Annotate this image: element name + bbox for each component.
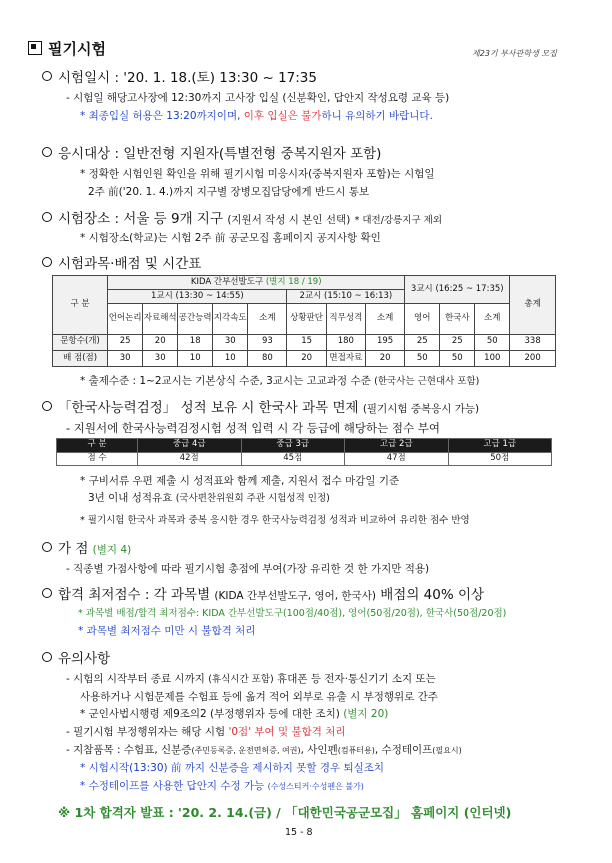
section-subjects: 시험과목·배점 및 시간표 [42,252,201,272]
device-note-2: 사용하거나 시험문제를 수험표 등에 옮겨 적어 외부로 유출 시 부정행위로 간주 [80,691,438,703]
bonus-note: - 직종별 가점사항에 따라 필기시험 총점에 부여(가장 유리한 것 한 가지만 적용) [66,563,430,575]
table-row: 배 점(점) 30 30 10 10 80 20 면접자료 20 50 50 100 200 [53,350,556,366]
location-note: * 시험장소(학교)는 시험 2주 前 공군모집 홈페이지 공지사항 확인 [80,232,381,244]
section-bonus-points: 가 점 (별지 4) [42,537,131,557]
section-eligibility: 응시대상 : 일반전형 지원자(특별전형 중복지원자 포함) [42,142,381,162]
table-corner-label: 구 분 [53,276,108,335]
circle-bullet-icon [42,147,52,157]
header-note: 제23기 부사관학생 모집 [472,49,557,58]
fail-note: * 과목별 최저점수 미만 시 불합격 처리 [78,625,256,637]
kida-header: KIDA 간부선발도구 (별지 18 / 19) [108,276,405,290]
subject-header: 한국사 [440,304,475,334]
period3-header: 3교시 (16:25 ~ 17:35) [405,276,510,304]
device-note-1: - 시험의 시작부터 종료 시까지 (휴식시간 포함) 휴대폰 등 전자·통신기기 소지 또는 [66,673,436,685]
difficulty-note: * 출제수준 : 1~2교시는 기본상식 수준, 3교시는 고교과정 수준 (한국사는 근현대사 포함) [80,375,480,387]
circle-bullet-icon [42,257,52,267]
passing-score-detail: * 과목별 배점/합격 최저점수: KIDA 간부선발도구(100점/40점), 영어(50점/20점), 한국사(50점/20점) [78,608,507,619]
id-check-note: * 시험시작(13:30) 前 까지 신분증을 제시하지 못할 경우 퇴실조치 [80,762,385,774]
subject-header: 영어 [405,304,440,334]
section-exam-datetime: 시험일시 : '20. 1. 18.(토) 13:30 ~ 17:35 [42,66,317,86]
eligibility-note-1: * 정확한 시험인원 확인을 위해 필기시험 미응시자(중복지원자 포함)는 시험일 [80,168,435,180]
table-row: 문항수(개) 25 20 18 30 93 15 180 195 25 25 50 338 [53,334,556,350]
submission-note-1: * 구비서류 우편 제출 시 성적표와 함께 제출, 지원서 접수 마감일 기준 [80,475,400,487]
submission-note-2: 3년 이내 성적유효 (국사편찬위원회 주관 시험성적 인정) [88,492,330,504]
subject-header: 소계 [475,304,510,334]
period2-header: 2교시 (15:10 ~ 16:13) [287,290,405,304]
subject-header: 상황판단 [287,304,326,334]
section-korean-history: 「한국사능력검정」 성적 보유 시 한국사 과목 면제 (필기시험 중복응시 가능) [42,396,479,416]
circle-bullet-icon [42,71,52,81]
cheating-note: - 필기시험 부정행위자는 해당 시험 '0점' 부여 및 불합격 처리 [66,726,346,738]
section-location: 시험장소 : 서울 등 9개 지구 (지원서 작성 시 본인 선택) * 대전/강릉지구 제외 [42,207,442,227]
period1-header: 1교시 (13:30 ~ 14:55) [108,290,287,304]
subject-header: 소계 [248,304,287,334]
circle-bullet-icon [42,652,52,662]
page-number: 15 - 8 [285,827,313,838]
circle-bullet-icon [42,542,52,552]
circle-bullet-icon [42,212,52,222]
page-title: 필기시험 [28,38,106,59]
circle-bullet-icon [42,401,52,411]
exam-checkin-line: - 시험일 해당고사장에 12:30까지 고사장 입실 (신분확인, 답안지 작성요령 교육 등) [66,92,450,104]
duplicate-note: * 필기시험 한국사 과목과 중복 응시한 경우 한국사능력검정 성적과 비교하여 유리한 점수 반영 [80,515,470,526]
eligibility-note-2: 2주 前('20. 1. 4.)까지 지구별 장병모집담당에게 반드시 통보 [88,186,370,198]
section-passing-score: 합격 최저점수 : 각 과목별 (KIDA 간부선발도구, 영어, 한국사) 배점의 40% 이상 [42,583,484,603]
section-square-icon [28,41,42,55]
total-header: 총계 [510,276,556,335]
subject-header: 지각속도 [213,304,248,334]
subject-header: 직무성격 [326,304,365,334]
table-row: 점 수 42점 45점 47점 50점 [57,452,552,466]
subject-header: 언어논리 [108,304,143,334]
korean-history-table: 구 분 중급 4급 중급 3급 고급 2급 고급 1급 점 수 42점 45점 47점 50점 [56,438,552,466]
subject-header: 소계 [365,304,404,334]
subject-header: 자료해석 [143,304,178,334]
section-precautions: 유의사항 [42,647,110,667]
final-entry-line: * 최종입실 허용은 13:20까지이며, 이후 입실은 불가하니 유의하기 바랍니다. [80,110,433,122]
subject-header: 공간능력 [178,304,213,334]
correction-tape-note: * 수정테이프를 사용한 답안지 수정 가능 (수성스티커·수성펜은 불가) [80,780,364,792]
military-law-note: * 군인사법시행령 제9조의2 (부정행위자 등에 대한 조치) (별지 20) [80,708,389,720]
korean-history-note: - 지원서에 한국사능력검정시험 성적 입력 시 각 등급에 해당하는 점수 부여 [66,421,440,435]
circle-bullet-icon [42,588,52,598]
announcement: ※ 1차 합격자 발표 : '20. 2. 14.(금) / 「대한민국공군모집」 홈페이지 (인터넷) [58,805,512,820]
items-to-bring: - 지참품목 : 수험표, 신분증(주민등록증, 운전면허증, 여권), 사인펜(컴퓨터용), 수정테이프(필요시) [66,744,462,756]
subjects-table [52,275,556,367]
